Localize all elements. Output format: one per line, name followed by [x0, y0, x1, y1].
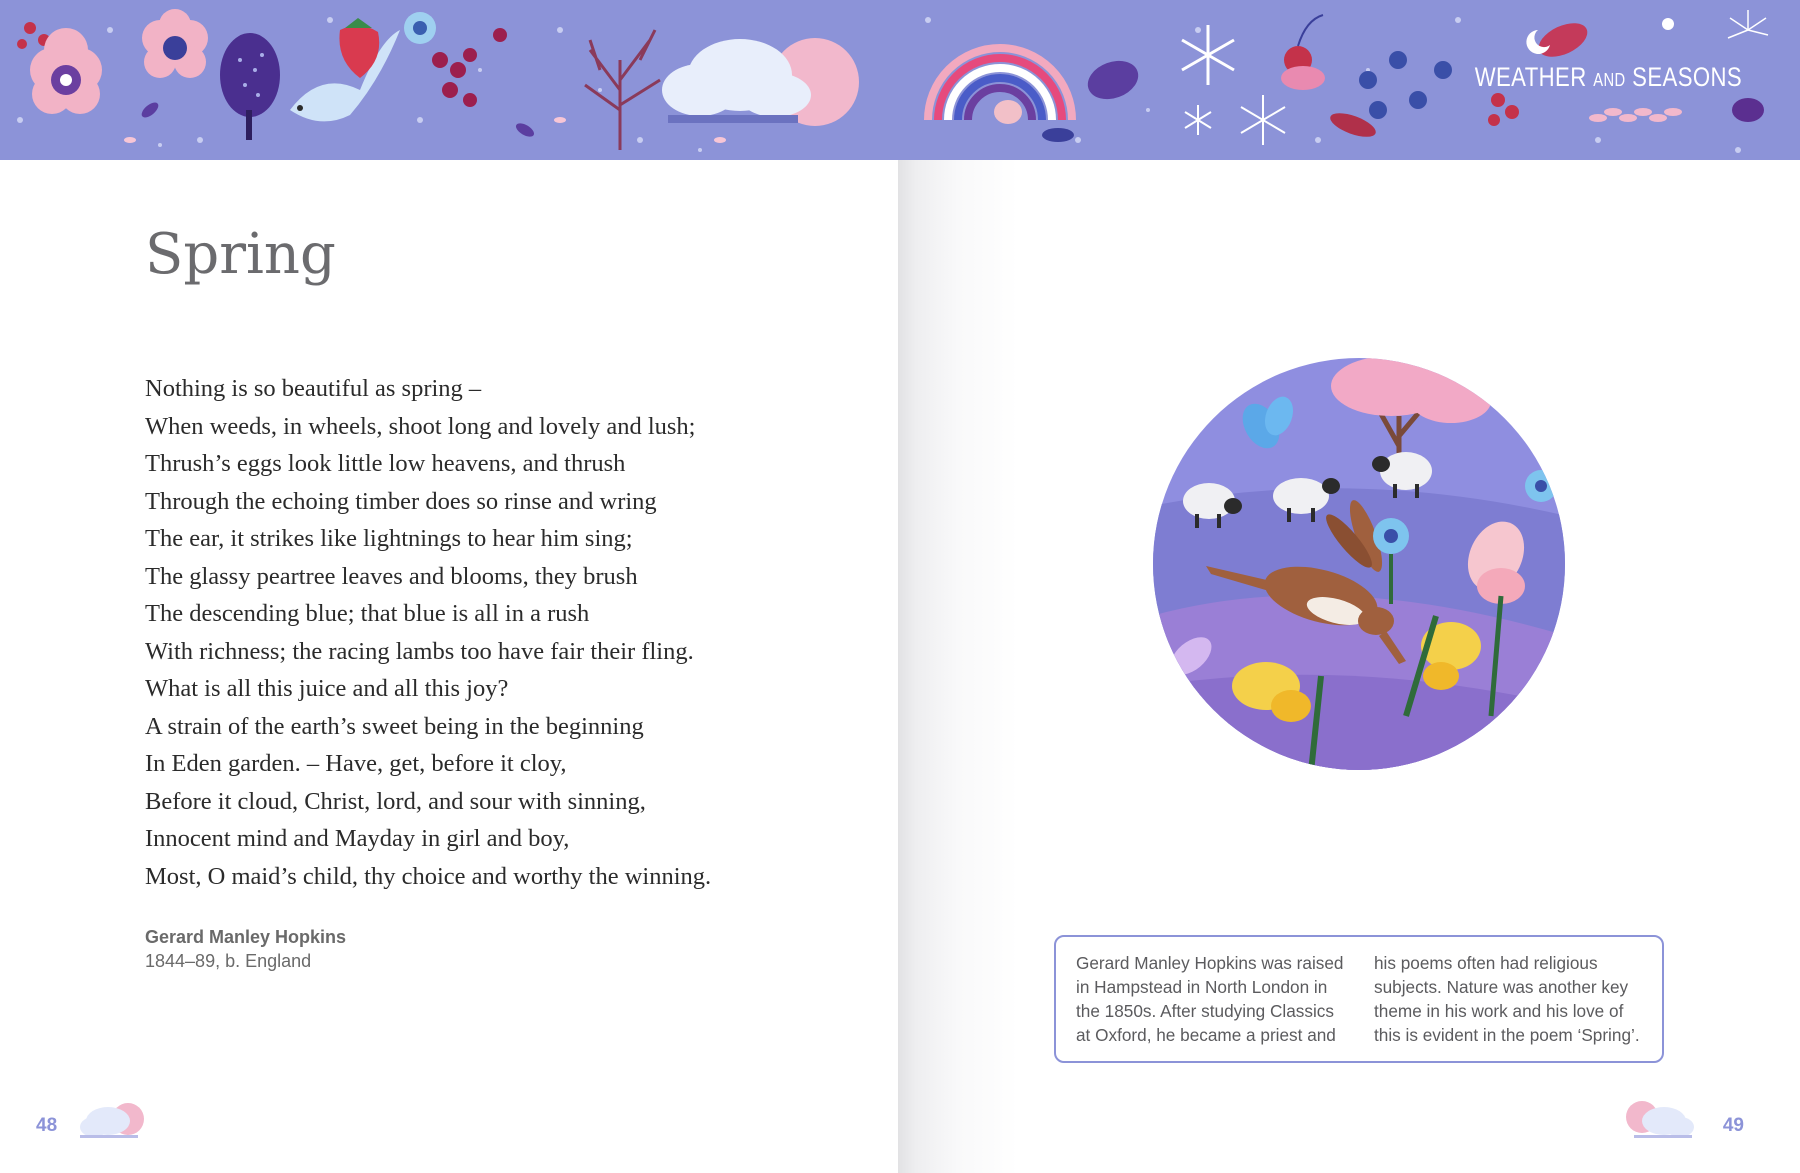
tree-icon	[585, 30, 660, 150]
poem-line: The descending blue; that blue is all in a rush	[145, 600, 590, 627]
poem-line: Most, O maid’s child, thy choice and worthy the winning.	[145, 862, 712, 890]
snowflake-icon	[1185, 105, 1211, 135]
nature-pattern-illustration	[0, 0, 898, 160]
snowflake-icon	[1241, 95, 1285, 145]
poem-line: Nothing is so beautiful as spring –	[145, 375, 482, 402]
poem-line: The glassy peartree leaves and blooms, they brush	[145, 562, 638, 590]
decorative-header-band	[0, 0, 898, 160]
pink-flower-icon	[142, 9, 208, 78]
left-page	[0, 0, 898, 1173]
bio-column-1: Gerard Manley Hopkins was raised in Hampstead in North London in the 1850s. After studying Classics at Oxford, he became a priest and	[1076, 953, 1344, 1045]
cherry-icon	[1281, 15, 1325, 90]
poem-line: When weeds, in wheels, shoot long and lovely and lush;	[145, 412, 696, 440]
poem-title: Spring	[145, 222, 336, 287]
poem-line: Before it cloud, Christ, lord, and sour with sinning,	[145, 787, 646, 815]
section-label-seasons: SEASONS	[1632, 62, 1742, 92]
dandelion-icon	[1728, 10, 1768, 38]
poem-author: Gerard Manley Hopkins	[145, 927, 347, 947]
wheat-icon	[1589, 108, 1682, 122]
poem-line: The ear, it strikes like lightnings to hear him sing;	[145, 525, 633, 552]
section-label-and: AND	[1593, 70, 1626, 90]
decorative-header-band	[898, 0, 1800, 160]
blue-flower-icon	[404, 12, 436, 44]
bush-icon	[220, 33, 280, 140]
poem-line: What is all this juice and all this joy?	[145, 675, 509, 702]
blue-flower-icon	[1359, 51, 1452, 119]
poem-line: Thrush’s eggs look little low heavens, and thrush	[145, 450, 626, 477]
poem-line: Through the echoing timber does so rinse and wring	[145, 487, 657, 515]
poem-line: With richness; the racing lambs too have fair their fling.	[145, 637, 694, 665]
author-dates: 1844–89, b. England	[145, 951, 312, 971]
sun-cloud-icon	[1620, 1095, 1700, 1145]
poem-line: Innocent mind and Mayday in girl and boy,	[145, 825, 570, 852]
right-page	[898, 0, 1800, 1173]
poem-text	[145, 370, 711, 895]
section-label	[1475, 62, 1742, 93]
poem-line: A strain of the earth’s sweet being in the beginning	[145, 712, 644, 740]
section-label-weather: WEATHER	[1474, 62, 1587, 92]
sun-cloud-icon	[662, 38, 859, 126]
page-number-left: 48	[36, 1115, 58, 1136]
author-biography-box	[1054, 935, 1664, 1063]
snowflake-icon	[1182, 25, 1234, 85]
blue-flower-icon	[1525, 470, 1557, 502]
berry-branch-icon	[432, 28, 507, 107]
page-number-right: 49	[1722, 1115, 1744, 1136]
sun-cloud-icon	[74, 1095, 154, 1145]
spring-meadow-illustration	[1151, 356, 1567, 772]
poem-line: In Eden garden. – Have, get, before it cloy,	[145, 750, 567, 777]
bio-column-2: his poems often had religious subjects. Nature was another key theme in his work and his love of this is evident in the poem ‘Spring’.	[1374, 953, 1640, 1045]
